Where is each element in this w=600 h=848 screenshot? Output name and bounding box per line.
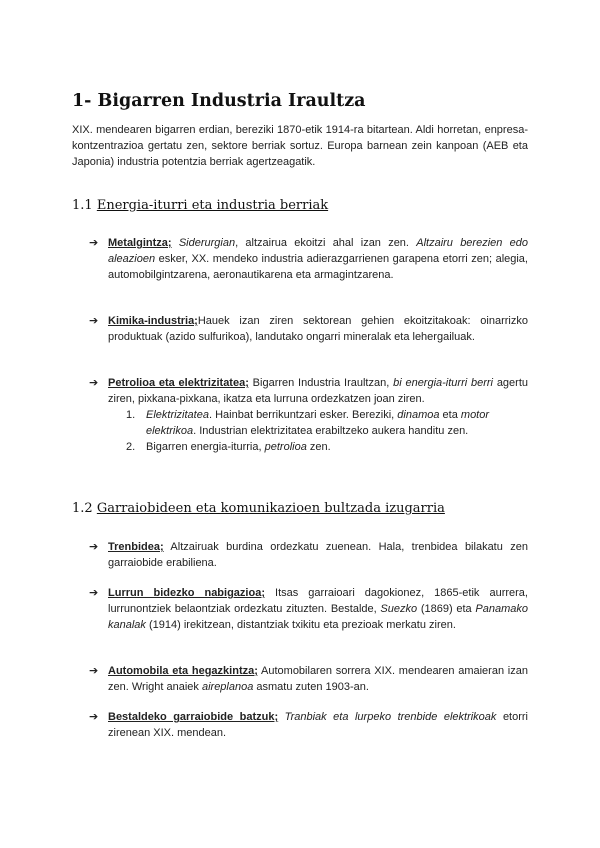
- item-text: etorri zirenean XIX. mendean.: [108, 711, 529, 739]
- item-text: (1869) eta: [417, 603, 476, 615]
- sub-item-number: 1.: [126, 409, 136, 421]
- item-text: Itsas garraioari dagokionez, 1865-etik aurrera, lurrunontziek belaontziak ordezkatu zituzten. Bestalde,: [108, 587, 528, 615]
- item-text: eta: [439, 409, 461, 421]
- item-italic: dinamoa: [397, 409, 440, 421]
- sub-list-item: [108, 439, 528, 455]
- item-text: Automobilaren sorrera XIX. mendearen amaieran izan zen. Wright anaiek: [108, 665, 528, 693]
- list-item-bestaldeko-garraiobideak: [89, 709, 528, 741]
- arrow-bullet-icon: ➔: [89, 541, 99, 553]
- item-italic: aireplanoa: [201, 681, 254, 693]
- item-italic: Elektrizitatea: [146, 409, 209, 421]
- item-term: Lurrun bidezko nabigazioa;: [108, 587, 265, 599]
- item-italic: petrolioa: [264, 441, 307, 453]
- arrow-bullet-icon: ➔: [89, 587, 99, 599]
- section-heading-1-2: [72, 501, 445, 516]
- item-text: Bigarren energia-iturria,: [146, 441, 265, 453]
- section-number: 1.2: [72, 501, 93, 516]
- item-italic: Tranbiak eta lurpeko trenbide elektrikoak: [284, 711, 497, 723]
- item-text: Bigarren Industria Iraultzan,: [248, 377, 394, 389]
- list-item-trenbidea: [89, 539, 528, 571]
- item-text: , altzairua ekoitzi ahal izan zen.: [235, 237, 417, 249]
- item-text: Altzairuak burdina ordezkatu zuenean. Hala, trenbidea bilakatu zen garraiobide erabiliena.: [108, 541, 528, 569]
- arrow-bullet-icon: ➔: [89, 315, 99, 327]
- list-item-kimika-industria: [89, 313, 528, 345]
- arrow-bullet-icon: ➔: [89, 377, 99, 389]
- item-text: esker, XX. mendeko industria adierazgarrienen garapena etorri zen; alegia, automobilgintzarena, aeronautikarena eta armagintzarena.: [108, 253, 528, 281]
- sub-list: [108, 407, 528, 455]
- item-text: asmatu zuten 1903-an.: [253, 681, 369, 693]
- item-italic: Siderurgian: [178, 237, 236, 249]
- arrow-bullet-icon: ➔: [89, 237, 99, 249]
- item-text: zen.: [306, 441, 331, 453]
- item-text: [172, 237, 179, 249]
- item-term: Petrolioa eta elektrizitatea;: [108, 377, 249, 389]
- item-text: agertu ziren, pixkana-pixkana, ikatza eta lurruna ordezkatzen joan ziren.: [108, 377, 529, 405]
- arrow-bullet-icon: ➔: [89, 711, 99, 723]
- list-item-lurrun-nabigazioa: [89, 585, 528, 633]
- item-term: Trenbidea;: [108, 541, 164, 553]
- intro-paragraph: XIX. mendearen bigarren erdian, bereziki 1870-etik 1914-ra bitartean. Aldi horretan, enpresa-kontzentrazioa gertatu zen, sektore berriak sortuz. Europa barnean zein kanpoan (AEB eta Japonia) industria potentzia berriak agertzeagatik.: [72, 124, 528, 168]
- item-term: Automobila eta hegazkintza;: [108, 665, 258, 677]
- sub-list-item: [108, 407, 528, 439]
- item-text: . Hainbat berrikuntzari esker. Bereziki,: [208, 409, 398, 421]
- section-heading-1-1: [72, 198, 328, 213]
- item-italic: motor elektrikoa: [146, 409, 490, 437]
- page-title: 1- Bigarren Industria Iraultza: [72, 91, 366, 111]
- section-number: 1.1: [72, 198, 93, 213]
- item-term: Bestaldeko garraiobide batzuk;: [108, 711, 279, 723]
- list-item-metalgintza: [89, 235, 528, 283]
- item-text: . Industrian elektrizitatea erabiltzeko aukera handitu zen.: [193, 425, 469, 437]
- item-term: Metalgintza;: [108, 237, 172, 249]
- item-text: Hauek izan ziren sektorean gehien ekoitzitakoak: oinarrizko produktuak (azido sulfurikoa), landutako ongarri mineralak eta lehergailuak.: [108, 315, 528, 343]
- arrow-bullet-icon: ➔: [89, 665, 99, 677]
- item-italic: Altzairu berezien edo aleazioen: [108, 237, 528, 265]
- list-item-automobila: [89, 663, 528, 695]
- item-term: Kimika-industria;: [108, 315, 198, 327]
- list-item-petrolioa: [89, 375, 528, 455]
- sub-item-number: 2.: [126, 441, 136, 453]
- item-italic: bi energia-iturri berri: [393, 377, 494, 389]
- section-title: Energia-iturri eta industria berriak: [96, 198, 329, 213]
- item-italic: Suezko: [380, 603, 418, 615]
- item-text: (1914) irekitzean, distantziak txikitu eta prezioak merkatu ziren.: [145, 619, 456, 631]
- item-italic: Panamako kanalak: [108, 603, 528, 631]
- section-title: Garraiobideen eta komunikazioen bultzada izugarria: [96, 501, 445, 516]
